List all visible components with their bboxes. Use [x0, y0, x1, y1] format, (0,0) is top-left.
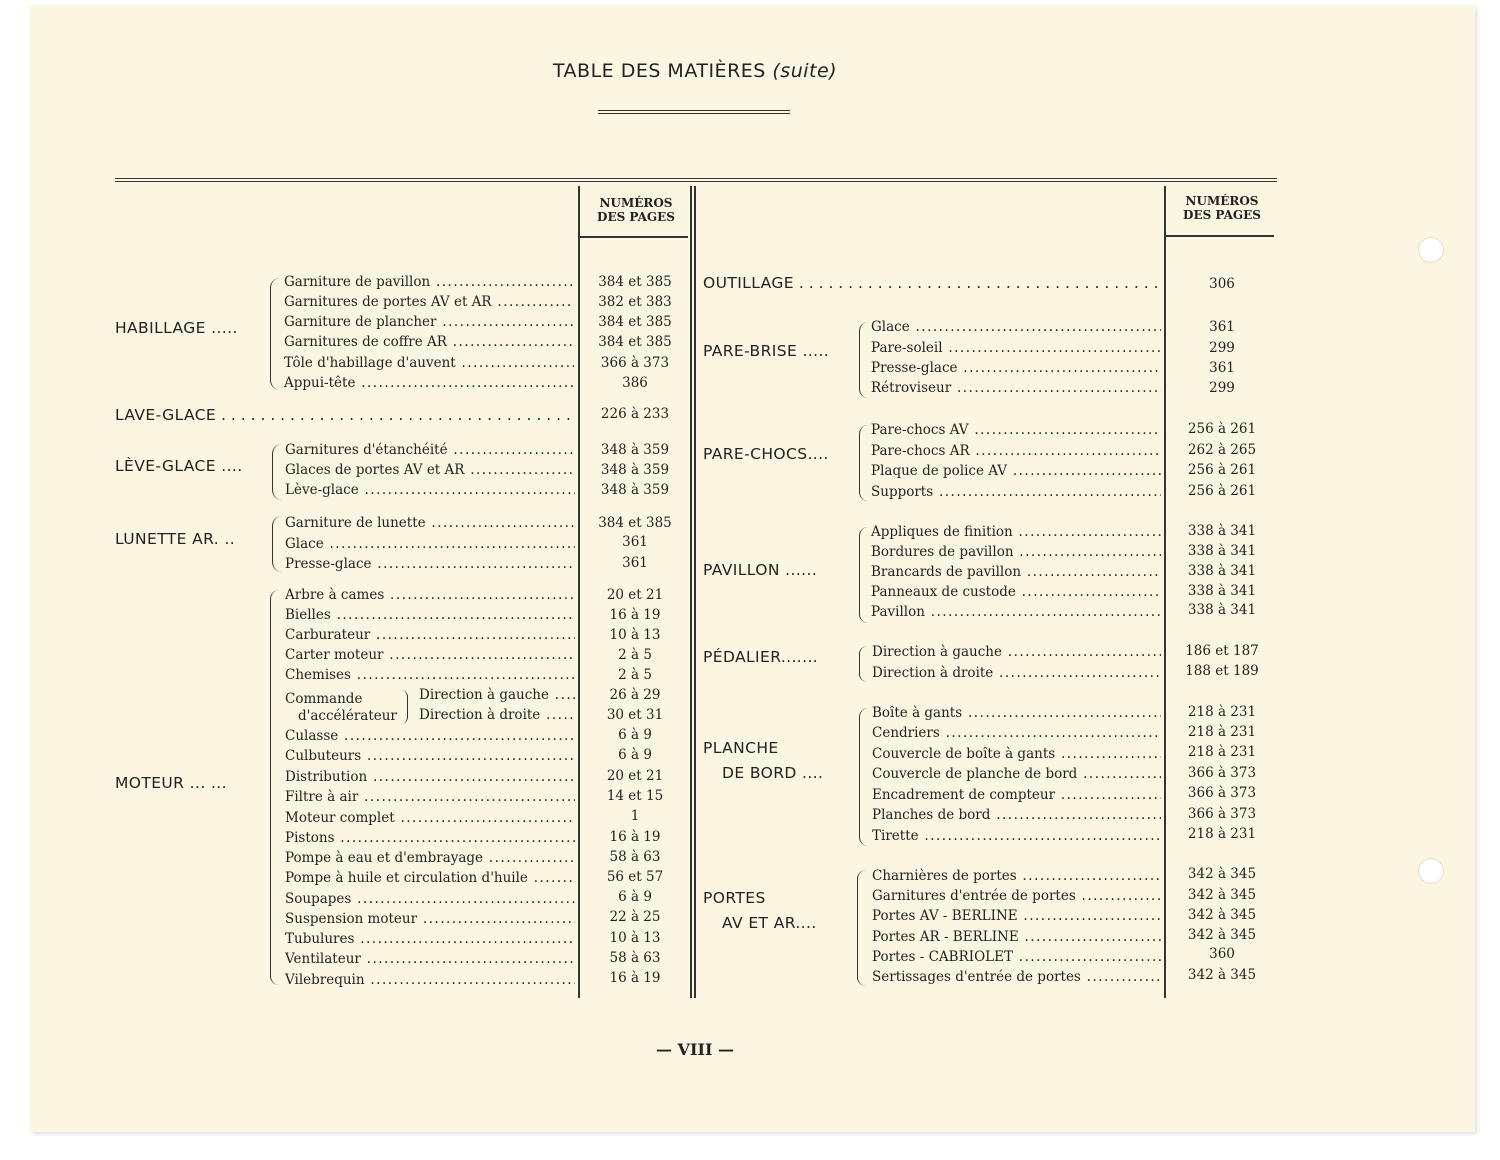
- pare-chocs-item: Pare-chocs AV .....: [871, 422, 1161, 438]
- habillage-item: Tôle d'habillage d'auvent .....: [284, 355, 574, 371]
- habillage-pages: 386: [622, 375, 648, 391]
- moteur-item: Ventilateur .....: [285, 951, 575, 967]
- habillage-item: Garnitures de coffre AR .....: [284, 334, 574, 350]
- moteur-item: Soupapes .....: [285, 891, 575, 907]
- brace-pare-brise: [859, 322, 868, 398]
- title-rule: [598, 110, 790, 114]
- title-suite: (suite): [772, 60, 838, 82]
- right-col-divider: [1164, 186, 1166, 998]
- moteur-item: Filtre à air .....: [285, 789, 575, 805]
- moteur-item: Distribution .....: [285, 769, 575, 785]
- left-pages-header: NUMÉROS DES PAGES: [597, 196, 675, 224]
- planche-item: Planches de bord .....: [872, 807, 1161, 823]
- left-header-underline: [580, 236, 688, 238]
- planche-item: Boîte à gants .....: [872, 705, 1161, 721]
- planche-pages: 218 à 231: [1187, 826, 1257, 842]
- pavillon-item: Panneaux de custode .....: [871, 584, 1161, 600]
- portes-item: Sertissages d'entrée de portes .....: [872, 969, 1161, 985]
- commande-item: Direction à gauche .....: [419, 687, 575, 703]
- pare-brise-pages: 299: [1209, 340, 1235, 356]
- moteur-item: Vilebrequin .....: [285, 972, 575, 988]
- moteur-item: Arbre à cames .....: [285, 587, 575, 603]
- planche-item: Tirette .....: [872, 828, 1161, 844]
- pare-chocs-item: Supports .....: [871, 484, 1161, 500]
- moteur-pages: 58 à 63: [609, 950, 661, 966]
- commande-label-2: d'accélérateur: [298, 708, 397, 724]
- moteur-item: Culbuteurs .....: [285, 748, 575, 764]
- planche-pages: 218 à 231: [1187, 704, 1257, 720]
- habillage-pages: 382 et 383: [598, 294, 672, 310]
- leve-glace-pages: 348 à 359: [600, 442, 670, 458]
- commande-item: Direction à droite .....: [419, 707, 575, 723]
- planche-pages: 366 à 373: [1187, 785, 1257, 801]
- pare-chocs-pages: 262 à 265: [1187, 442, 1257, 458]
- pare-brise-item: Pare-soleil .....: [871, 340, 1161, 356]
- moteur-item: Culasse .....: [285, 728, 575, 744]
- moteur-pages: 2 à 5: [618, 667, 652, 683]
- leve-glace-pages: 348 à 359: [600, 462, 670, 478]
- portes-pages: 342 à 345: [1187, 907, 1257, 923]
- portes-pages: 342 à 345: [1187, 887, 1257, 903]
- portes-item: Charnières de portes .....: [872, 868, 1161, 884]
- portes-pages: 342 à 345: [1187, 866, 1257, 882]
- pedalier-item: Direction à droite .....: [872, 665, 1161, 681]
- pare-brise-pages: 361: [1209, 360, 1235, 376]
- moteur-item: Pompe à eau et d'embrayage .....: [285, 850, 575, 866]
- habillage-pages: 384 et 385: [598, 274, 672, 290]
- pedalier-pages: 188 et 189: [1185, 663, 1259, 679]
- planche-pages: 218 à 231: [1187, 724, 1257, 740]
- lunette-item: Glace .....: [285, 536, 575, 552]
- moteur-item: Moteur complet .....: [285, 810, 575, 826]
- commande-pages: 30 et 31: [606, 707, 664, 723]
- moteur-pages: 58 à 63: [609, 849, 661, 865]
- portes-item: Portes AR - BERLINE .....: [872, 929, 1161, 945]
- commande-pages: 26 à 29: [609, 687, 661, 703]
- brace-planche: [859, 708, 868, 846]
- section-outillage: OUTILLAGE . . .: [703, 274, 1161, 292]
- pavillon-pages: 338 à 341: [1187, 563, 1257, 579]
- moteur-item: Chemises .....: [285, 667, 575, 683]
- habillage-pages: 384 et 385: [598, 314, 672, 330]
- pedalier-item: Direction à gauche .....: [872, 644, 1161, 660]
- section-pare-brise: PARE-BRISE .....: [703, 342, 830, 360]
- punch-hole-top: [1418, 237, 1444, 263]
- page-title: [0, 60, 1390, 82]
- planche-item: Couvercle de planche de bord .....: [872, 766, 1161, 782]
- pavillon-pages: 338 à 341: [1187, 602, 1257, 618]
- lunette-pages: 361: [622, 555, 648, 571]
- section-portes-2: AV ET AR....: [722, 914, 817, 932]
- brace-commande: [401, 690, 408, 724]
- portes-item: Portes - CABRIOLET .....: [872, 949, 1161, 965]
- right-pages-header: NUMÉROS DES PAGES: [1183, 194, 1261, 222]
- moteur-item: Bielles .....: [285, 607, 575, 623]
- moteur-item: Pompe à huile et circulation d'huile .....: [285, 870, 575, 886]
- section-lave-glace: LAVE-GLACE . . .: [115, 406, 575, 424]
- lunette-item: Presse-glace .....: [285, 556, 575, 572]
- moteur-pages: 2 à 5: [618, 647, 652, 663]
- title-main: TABLE DES MATIÈRES: [552, 60, 766, 82]
- moteur-pages: 20 et 21: [606, 768, 664, 784]
- page-number: — VIII —: [655, 1040, 734, 1059]
- pare-brise-pages: 361: [1209, 319, 1235, 335]
- planche-item: Couvercle de boîte à gants .....: [872, 746, 1161, 762]
- leve-glace-item: Garnitures d'étanchéité .....: [285, 442, 575, 458]
- outillage-pages: 306: [1209, 276, 1235, 292]
- portes-item: Portes AV - BERLINE .....: [872, 908, 1161, 924]
- lunette-pages: 384 et 385: [598, 515, 672, 531]
- moteur-pages: 16 à 19: [609, 607, 661, 623]
- pavillon-item: Pavillon .....: [871, 604, 1161, 620]
- brace-portes: [857, 870, 866, 986]
- moteur-pages: 16 à 19: [609, 970, 661, 986]
- moteur-item: Pistons .....: [285, 830, 575, 846]
- section-habillage: HABILLAGE .....: [115, 319, 238, 337]
- pare-brise-item: Rétroviseur .....: [871, 380, 1161, 396]
- brace-pare-chocs: [859, 425, 868, 501]
- brace-pavillon: [859, 527, 868, 623]
- planche-item: Encadrement de compteur .....: [872, 787, 1161, 803]
- moteur-pages: 10 à 13: [609, 930, 661, 946]
- section-pedalier: PÉDALIER.......: [703, 648, 819, 666]
- pavillon-item: Bordures de pavillon .....: [871, 544, 1161, 560]
- punch-hole-bottom: [1418, 858, 1444, 884]
- left-col-divider: [578, 186, 580, 998]
- center-divider-1: [690, 186, 692, 998]
- section-pare-chocs: PARE-CHOCS....: [703, 445, 829, 463]
- brace-pedalier: [859, 646, 867, 682]
- pare-chocs-pages: 256 à 261: [1187, 483, 1257, 499]
- leve-glace-item: Lève-glace .....: [285, 482, 575, 498]
- pavillon-item: Brancards de pavillon .....: [871, 564, 1161, 580]
- moteur-pages: 22 à 25: [609, 909, 661, 925]
- commande-label: Commande: [285, 691, 363, 707]
- moteur-pages: 6 à 9: [618, 727, 652, 743]
- portes-pages: 342 à 345: [1187, 927, 1257, 943]
- planche-pages: 366 à 373: [1187, 806, 1257, 822]
- pare-chocs-pages: 256 à 261: [1187, 421, 1257, 437]
- moteur-item: Carburateur .....: [285, 627, 575, 643]
- planche-item: Cendriers .....: [872, 725, 1161, 741]
- brace-leve-glace: [272, 444, 282, 500]
- habillage-item: Garniture de plancher .....: [284, 314, 574, 330]
- section-lunette-ar: LUNETTE AR. ..: [115, 530, 236, 548]
- table-top-rule: [115, 178, 1277, 182]
- moteur-pages: 20 et 21: [606, 587, 664, 603]
- habillage-item: Garniture de pavillon .....: [284, 274, 574, 290]
- moteur-pages: 16 à 19: [609, 829, 661, 845]
- pare-brise-item: Glace .....: [871, 319, 1161, 335]
- leve-glace-pages: 348 à 359: [600, 482, 670, 498]
- section-leve-glace: LÈVE-GLACE ....: [115, 457, 243, 475]
- portes-pages: 360: [1209, 946, 1235, 962]
- pare-chocs-item: Plaque de police AV .....: [871, 463, 1161, 479]
- center-divider-2: [694, 186, 696, 998]
- portes-item: Garnitures d'entrée de portes .....: [872, 888, 1161, 904]
- pavillon-pages: 338 à 341: [1187, 583, 1257, 599]
- section-portes: PORTES: [703, 889, 766, 907]
- pare-chocs-item: Pare-chocs AR .....: [871, 443, 1161, 459]
- moteur-pages: 56 et 57: [606, 869, 664, 885]
- moteur-pages: 6 à 9: [618, 747, 652, 763]
- moteur-pages: 6 à 9: [618, 889, 652, 905]
- moteur-item: Carter moteur .....: [285, 647, 575, 663]
- portes-pages: 342 à 345: [1187, 967, 1257, 983]
- habillage-item: Appui-tête .....: [284, 375, 574, 391]
- pare-chocs-pages: 256 à 261: [1187, 462, 1257, 478]
- planche-pages: 218 à 231: [1187, 744, 1257, 760]
- leve-glace-item: Glaces de portes AV et AR .....: [285, 462, 575, 478]
- brace-habillage: [270, 278, 280, 390]
- lave-glace-pages: 226 à 233: [600, 406, 670, 422]
- habillage-pages: 384 et 385: [598, 334, 672, 350]
- moteur-pages: 14 et 15: [606, 788, 664, 804]
- lunette-item: Garniture de lunette .....: [285, 515, 575, 531]
- brace-lunette: [272, 516, 282, 572]
- moteur-pages: 10 à 13: [609, 627, 661, 643]
- section-planche: PLANCHE: [703, 739, 779, 757]
- pare-brise-item: Presse-glace .....: [871, 360, 1161, 376]
- habillage-item: Garnitures de portes AV et AR .....: [284, 294, 574, 310]
- moteur-item: Tubulures .....: [285, 931, 575, 947]
- moteur-pages: 1: [630, 808, 640, 824]
- planche-pages: 366 à 373: [1187, 765, 1257, 781]
- section-pavillon: PAVILLON ......: [703, 561, 818, 579]
- lunette-pages: 361: [622, 534, 648, 550]
- moteur-item: Suspension moteur .....: [285, 911, 575, 927]
- pavillon-pages: 338 à 341: [1187, 543, 1257, 559]
- brace-moteur: [270, 590, 279, 985]
- pavillon-item: Appliques de finition .....: [871, 524, 1161, 540]
- pavillon-pages: 338 à 341: [1187, 523, 1257, 539]
- right-header-underline: [1166, 235, 1274, 237]
- habillage-pages: 366 à 373: [600, 355, 670, 371]
- pare-brise-pages: 299: [1209, 380, 1235, 396]
- pedalier-pages: 186 et 187: [1185, 643, 1259, 659]
- section-planche-2: DE BORD ....: [722, 764, 824, 782]
- section-moteur: MOTEUR ... ...: [115, 774, 227, 792]
